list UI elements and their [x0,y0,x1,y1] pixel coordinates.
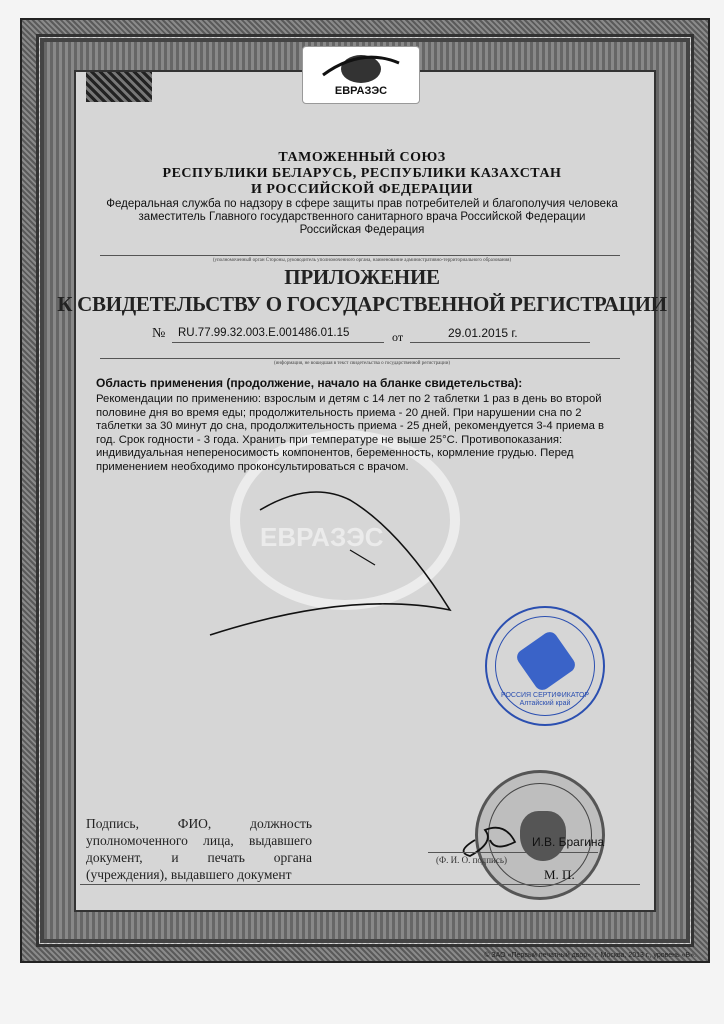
barcode-patch [86,72,152,102]
logo-emblem-icon [303,47,419,87]
usage-text: Рекомендации по применению: взрослым и детям с 14 лет по 2 таблетки 1 раз в день во второй половине дня во время еды; продолжительность приема - 20 дней. При нарушении сна по 2 таблетки за 30 минут до сна, продолжительность приема - 25 дней, рекомендуется 3-4 приема в год. Срок годности - 3 года. Хранить при температуре не выше 25°С. Противопоказания: индивидуальная непереносимость компонентов, беременность, кормление грудью. Перед применением необходимо проконсультироваться с врачом. [96,393,605,473]
watermark-text: ЕВРАЗЭС [260,522,384,552]
printer-footer: © ЗАО «Первый печатный двор», г. Москва, 2013 г., уровень «В». [484,952,696,959]
title-line-2: К СВИДЕТЕЛЬСТВУ О ГОСУДАРСТВЕННОЙ РЕГИСТРАЦИИ [57,292,667,316]
fio-caption: (Ф. И. О. подпись) [436,855,507,865]
stamp-text: РОССИЯ СЕРТИФИКАТОР Алтайский край [500,692,590,707]
org-line-2: заместитель Главного государственного санитарного врача Российской Федерации [138,211,586,223]
header-line-1: ТАМОЖЕННЫЙ СОЮЗ [278,150,446,165]
header-line-3: И РОССИЙСКОЙ ФЕДЕРАЦИИ [251,182,473,197]
header-line-2: РЕСПУБЛИКИ БЕЛАРУСЬ, РЕСПУБЛИКИ КАЗАХСТАН [162,166,562,181]
registration-number: RU.77.99.32.003.E.001486.01.15 [178,327,350,339]
signatory-name: И.В. Брагина [532,835,605,849]
org-line-1: Федеральная служба по надзору в сфере защиты прав потребителей и благополучия человека [106,198,618,210]
logo-text: ЕВРАЗЭС [334,85,388,97]
date-label: от [392,330,404,344]
blue-certifier-stamp [485,606,605,726]
section-heading: Область применения (продолжение, начало на бланке свидетельства): [96,376,523,390]
number-label: № [152,326,166,341]
registration-date: 29.01.2015 г. [448,326,518,340]
title-line-1: ПРИЛОЖЕНИЕ [284,265,440,289]
org-line-3: Российская Федерация [299,224,425,236]
info-caption: (информация, не вошедшая в текст свидетельства о государственной регистрации) [273,361,451,366]
seal-place-label: М. П. [544,867,575,882]
signature-label: Подпись, ФИО, должность уполномоченного лица, выдавшего документ, и печать органа (учреждения), выдавшего документ [86,816,312,882]
signature-scribble [200,470,520,650]
authority-caption: (уполномоченный орган Стороны, руководитель уполномоченного органа, наименование административно-территориального образования) [212,258,512,263]
evrazes-logo [302,46,420,104]
